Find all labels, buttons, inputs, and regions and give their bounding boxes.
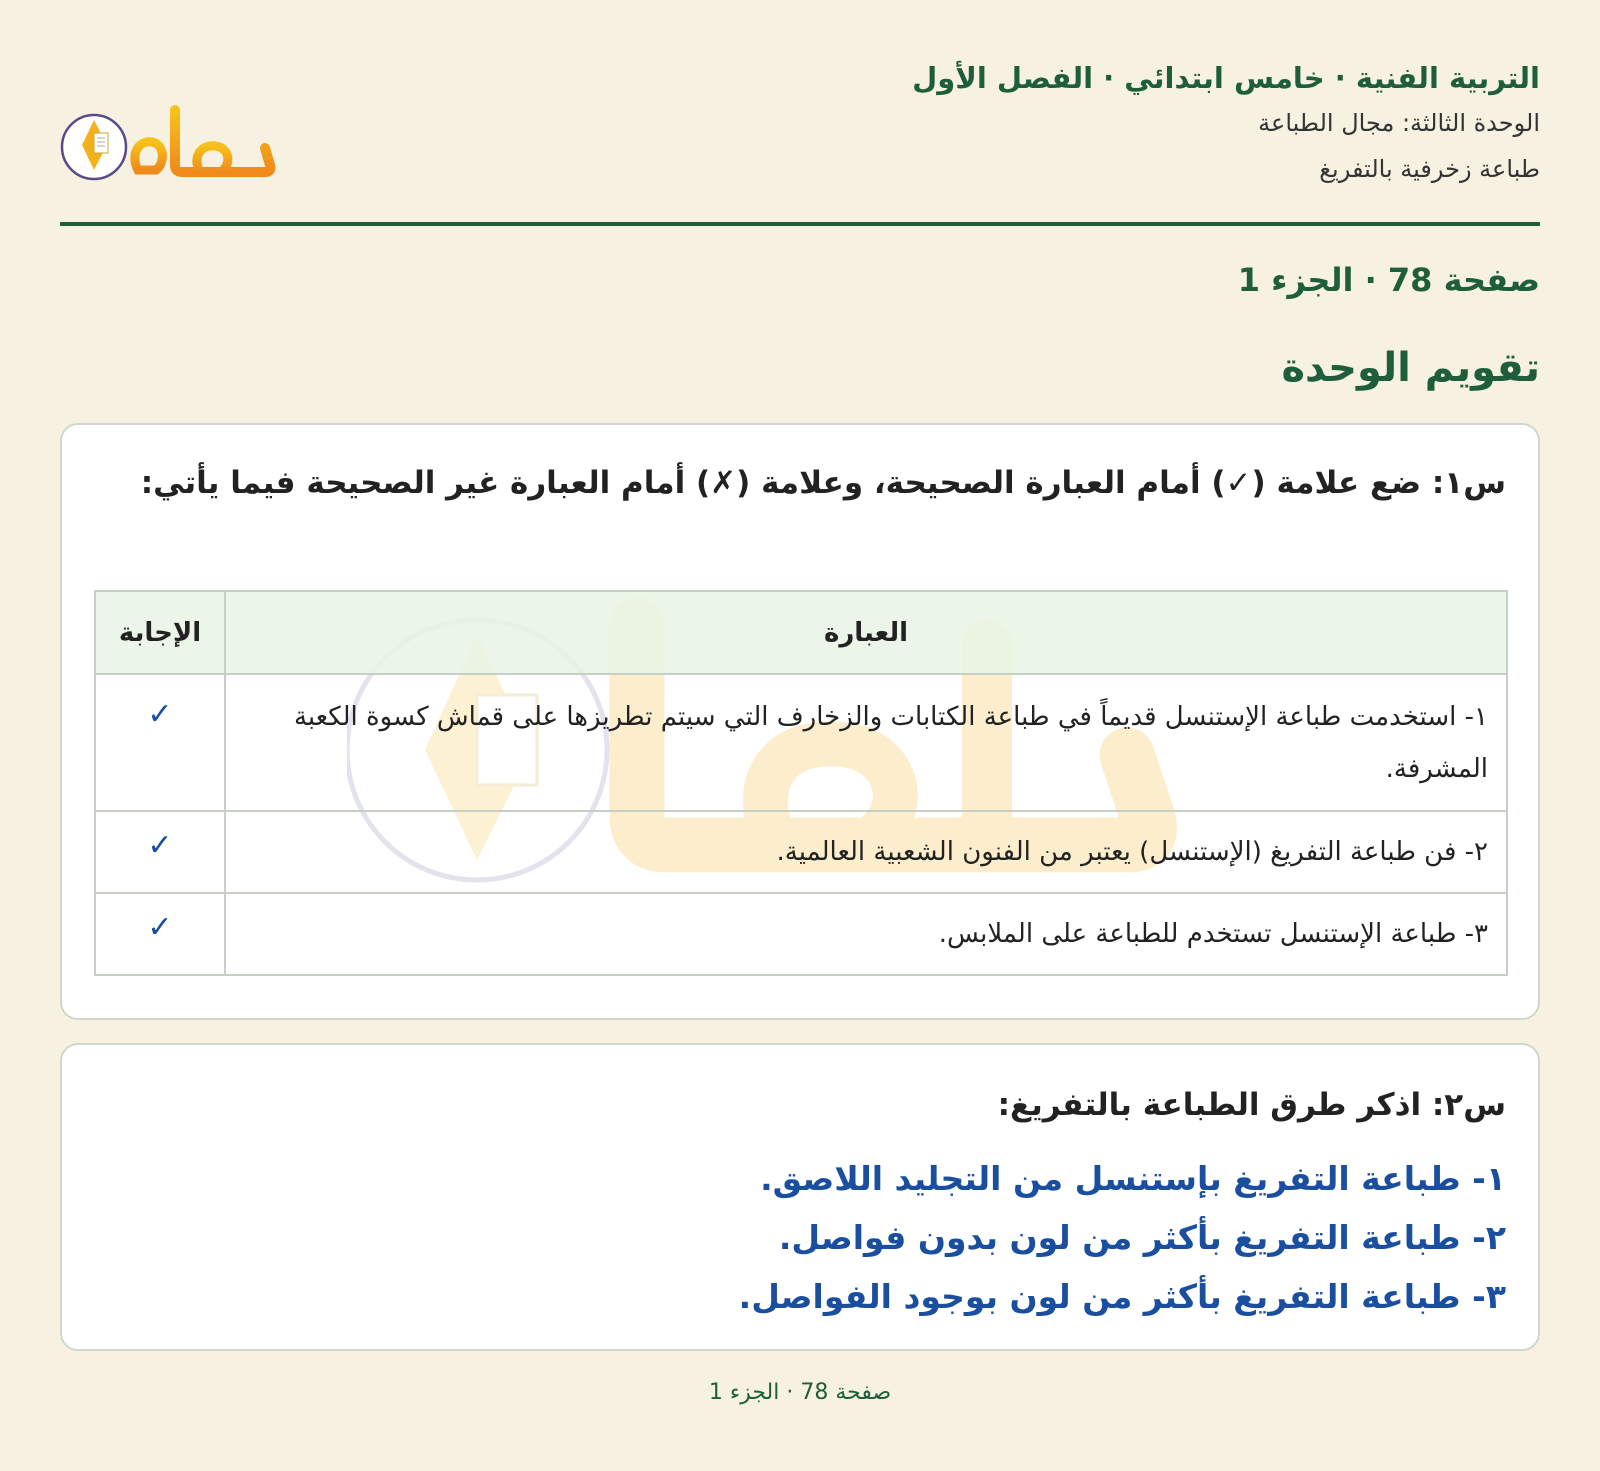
question-2-answers bbox=[739, 1149, 1506, 1326]
unit-title: الوحدة الثالثة: مجال الطباعة bbox=[1258, 109, 1540, 137]
table-row bbox=[95, 893, 1507, 975]
question-2-prompt: س٢: اذكر طرق الطباعة بالتفريغ: bbox=[997, 1087, 1506, 1123]
lesson-title: طباعة زخرفية بالتفريغ bbox=[1319, 155, 1540, 183]
answer-line: ١- طباعة التفريغ بإستنسل من التجليد اللاصق. bbox=[760, 1159, 1506, 1198]
page bbox=[60, 0, 1540, 1471]
question-1-card bbox=[60, 423, 1540, 1020]
statements-table bbox=[94, 590, 1508, 976]
page-footer: صفحة 78 · الجزء 1 bbox=[708, 1380, 892, 1405]
subject-title: التربية الفنية · خامس ابتدائي · الفصل الأول bbox=[912, 61, 1540, 95]
table-row bbox=[95, 674, 1507, 811]
page-reference: صفحة 78 · الجزء 1 bbox=[1237, 261, 1540, 299]
statement-cell: ١- استخدمت طباعة الإستنسل قديماً في طباعة الكتابات والزخارف التي سيتم تطريزها على قماش كسوة الكعبة المشرفة. bbox=[225, 674, 1507, 811]
answer-line: ٢- طباعة التفريغ بأكثر من لون بدون فواصل. bbox=[778, 1218, 1506, 1257]
answer-checkmark: ✓ bbox=[95, 893, 225, 975]
statement-column-header: العبارة bbox=[225, 591, 1507, 674]
statement-cell: ٣- طباعة الإستنسل تستخدم للطباعة على الملابس. bbox=[225, 893, 1507, 975]
answer-line: ٣- طباعة التفريغ بأكثر من لون بوجود الفواصل. bbox=[738, 1277, 1506, 1316]
table-row bbox=[95, 811, 1507, 893]
answer-checkmark: ✓ bbox=[95, 674, 225, 811]
answer-checkmark: ✓ bbox=[95, 811, 225, 893]
statement-cell: ٢- فن طباعة التفريغ (الإستنسل) يعتبر من الفنون الشعبية العالمية. bbox=[225, 811, 1507, 893]
question-2-card bbox=[60, 1043, 1540, 1351]
answer-column-header: الإجابة bbox=[95, 591, 225, 674]
header-text bbox=[912, 58, 1540, 186]
section-title: تقويم الوحدة bbox=[1281, 345, 1540, 391]
hulul-logo[interactable] bbox=[60, 70, 290, 190]
question-1-prompt: س١: ضع علامة (✓) أمام العبارة الصحيحة، وعلامة (✗) أمام العبارة غير الصحيحة فيما يأتي: bbox=[140, 465, 1506, 501]
header bbox=[60, 50, 1540, 226]
